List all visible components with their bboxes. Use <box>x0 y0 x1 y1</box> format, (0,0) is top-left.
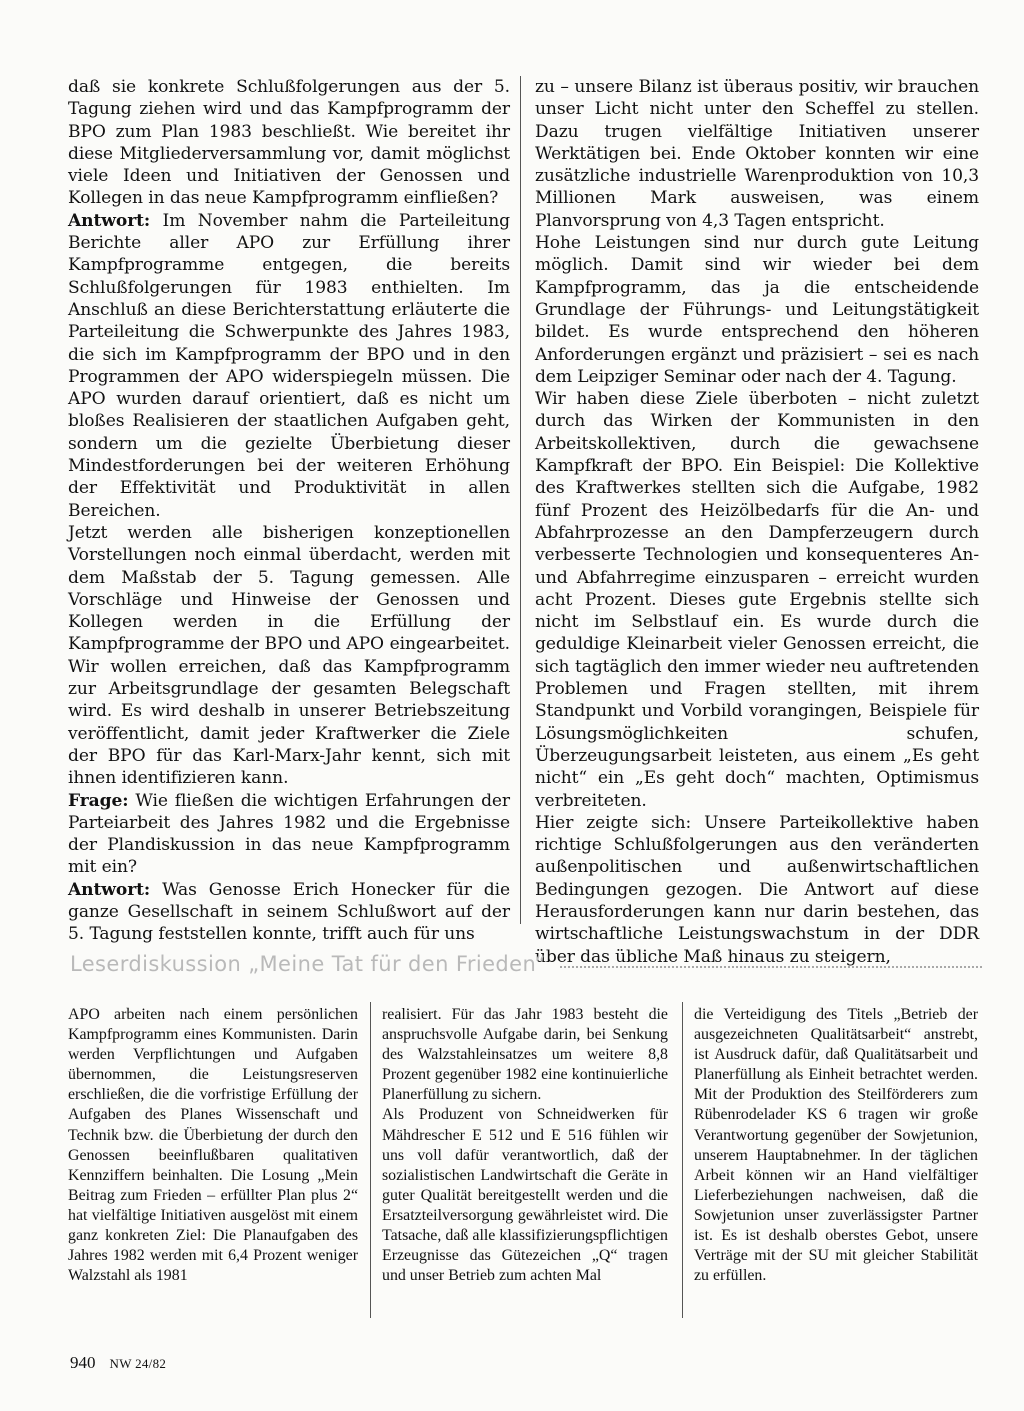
answer-text: Was Genosse Erich Honecker für die ganze Gesellschaft in seinem Schlußwort auf der 5. Tagung feststellen konnte, trifft auch für uns <box>68 879 510 945</box>
question-text: Wie fließen die wichtigen Erfahrungen der Parteiarbeit des Jahres 1982 und die Ergebnisse der Plandiskussion in das neue Kampfprogramm mit ein? <box>68 790 510 878</box>
paragraph: daß sie konkrete Schlußfolgerungen aus der 5. Tagung ziehen wird und das Kampfprogramm der BPO zum Plan 1983 beschließt. Wie bereitet ihr diese Mitgliederversammlung vor, damit möglichst viele Ideen und Initiativen der Genossen und Kollegen in das neue Kampfprogramm einfließen? <box>68 77 510 209</box>
issue-label: NW 24/82 <box>109 1356 167 1371</box>
column-divider <box>682 1002 683 1318</box>
page-footer <box>70 1353 166 1373</box>
banner-title: Leserdiskussion „Meine Tat für den Frieden“ <box>70 952 546 976</box>
reader-column-2 <box>382 1005 668 1286</box>
column-divider <box>370 1002 371 1318</box>
section-banner <box>70 948 982 980</box>
page-number: 940 <box>70 1353 96 1372</box>
column-divider <box>520 76 521 924</box>
article-column-right <box>535 76 979 968</box>
paragraph <box>68 790 510 879</box>
question-label: Frage: <box>68 790 129 811</box>
paragraph: Hier zeigte sich: Unsere Parteikollektive haben richtige Schlußfolgerungen aus den veränderten außenpolitischen und außenwirtschaftlichen Bedingungen gezogen. Die Antwort auf diese Herausforderungen kann nur darin bestehen, das wirtschaftliche Leistungswachstum in der DDR über das übliche Maß hinaus zu steigern, <box>535 812 979 967</box>
paragraph: die Verteidigung des Titels „Betrieb der ausgezeichneten Qualitätsarbeit“ anstrebt, ist Ausdruck dafür, daß Qualitätsarbeit und Planerfüllung als Einheit betrachtet werden. Mit der Produktion des Steilförderers zum Rübenrodelader KS 6 tragen wir große Verantwortung gegenüber der Sowjetunion, unserem Hauptabnehmer. In der täglichen Arbeit können wir an Hand vielfältiger Lieferbeziehungen nachweisen, daß die Sowjetunion unser zuverlässigster Partner ist. Es ist deshalb oberstes Gebot, unsere Verträge mit der SU mit gleicher Stabilität zu erfüllen. <box>694 1006 978 1285</box>
paragraph <box>68 210 510 522</box>
paragraph <box>68 879 510 946</box>
paragraph: APO arbeiten nach einem persönlichen Kampfprogramm eines Kommunisten. Darin werden Verpflichtungen und Aufgaben übernommen, die Leistungsreserven erschließen, die die vorfristige Erfüllung der Aufgaben des Planes Wissenschaft und Technik bzw. die Überbietung der durch den Genossen beeinflußbaren qualitativen Kennziffern beinhalten. Die Losung „Mein Beitrag zum Frieden – erfüllter Plan plus 2“ hat vielfältige Initiativen ausgelöst mit einem ganz konkreten Ziel: Die Planaufgaben des Jahres 1982 werden mit 6,4 Prozent weniger Walzstahl als 1981 <box>68 1006 358 1285</box>
answer-text: Im November nahm die Parteileitung Berichte aller APO zur Erfüllung ihrer Kampfprogramme entgegen, die bereits Schlußfolgerungen für 1983 enthielten. Im Anschluß an diese Berichterstattung erläuterte die Parteileitung die Schwerpunkte des Jahres 1983, die sich im Kampfprogramm der BPO und in den Programmen der APO widerspiegeln müssen. Die APO wurden darauf orientiert, daß es nicht um bloßes Realisieren der staatlichen Aufgaben geht, sondern um die gezielte Überbietung dieser Mindestforderungen bei der weiteren Erhöhung der Effektivität und Produktivität in allen Bereichen. <box>68 210 510 521</box>
banner-rule <box>560 966 982 968</box>
paragraph: Jetzt werden alle bisherigen konzeptionellen Vorstellungen noch einmal überdacht, werden mit dem Maßstab der 5. Tagung gemessen. Alle Vorschläge und Hinweise der Genossen und Kollegen werden in die Erfüllung der Kampfprogramme der BPO und APO eingearbeitet. Wir wollen erreichen, daß das Kampfprogramm zur Arbeitsgrundlage der gesamten Belegschaft wird. Es wird deshalb in unserer Betriebszeitung veröffentlicht, damit jeder Kraftwerker die Ziele der BPO für das Karl-Marx-Jahr kennt, sich mit ihnen identifizieren kann. <box>68 522 510 789</box>
paragraph: Als Produzent von Schneidwerken für Mähdrescher E 512 und E 516 fühlen wir uns voll dafür verantwortlich, daß der sozialistischen Landwirtschaft die Geräte in guter Qualität bereitgestellt werden und die Ersatzteilversorgung gewährleistet wird. Die Tatsache, daß alle klassifizierungspflichtigen Erzeugnisse das Gütezeichen „Q“ tragen und unser Betrieb zum achten Mal <box>382 1106 668 1285</box>
answer-label: Antwort: <box>68 879 151 900</box>
article-column-left <box>68 76 510 946</box>
paragraph: Wir haben diese Ziele überboten – nicht zuletzt durch das Wirken der Kommunisten in den Arbeitskollektiven, durch die gewachsene Kampfkraft der BPO. Ein Beispiel: Die Kollektive des Kraftwerkes stellten sich die Aufgabe, 1982 fünf Prozent des Heizölbedarfs für die An- und Abfahrprozesse an den Dampferzeugern durch verbesserte Technologien und konsequenteres An- und Abfahrregime einzusparen – erreicht wurden acht Prozent. Dieses gute Ergebnis stellte sich nicht im Selbstlauf ein. Es wurde durch die geduldige Kleinarbeit vieler Genossen erreicht, die sich tagtäglich den immer wieder neu auftretenden Problemen und Fragen stellten, mit ihrem Standpunkt und Vorbild vorangingen, Beispiele für Lösungsmöglichkeiten schufen, Überzeugungsarbeit leisteten, aus einem „Es geht nicht“ ein „Es geht doch“ machten, Optimismus verbreiteten. <box>535 389 979 811</box>
reader-column-1 <box>68 1005 358 1286</box>
paragraph: Hohe Leistungen sind nur durch gute Leitung möglich. Damit sind wir wieder bei dem Kampfprogramm, das ja die entscheidende Grundlage der Führungs- und Leitungstätigkeit bildet. Es wurde entsprechend den höheren Anforderungen ergänzt und präzisiert – sei es nach dem Leipziger Seminar oder nach der 4. Tagung. <box>535 233 979 387</box>
reader-column-3 <box>694 1005 978 1286</box>
paragraph: realisiert. Für das Jahr 1983 besteht die anspruchsvolle Aufgabe darin, bei Senkung des Walzstahleinsatzes um weitere 8,8 Prozent gegenüber 1982 eine kontinuierliche Planerfüllung zu sichern. <box>382 1006 668 1104</box>
answer-label: Antwort: <box>68 210 151 231</box>
paragraph: zu – unsere Bilanz ist überaus positiv, wir brauchen unser Licht nicht unter den Scheffel zu stellen. Dazu trugen vielfältige Initiativen unserer Werktätigen bei. Ende Oktober konnten wir eine zusätzliche industrielle Warenproduktion von 10,3 Millionen Mark ausweisen, was einem Planvorsprung von 4,3 Tagen entspricht. <box>535 77 979 231</box>
